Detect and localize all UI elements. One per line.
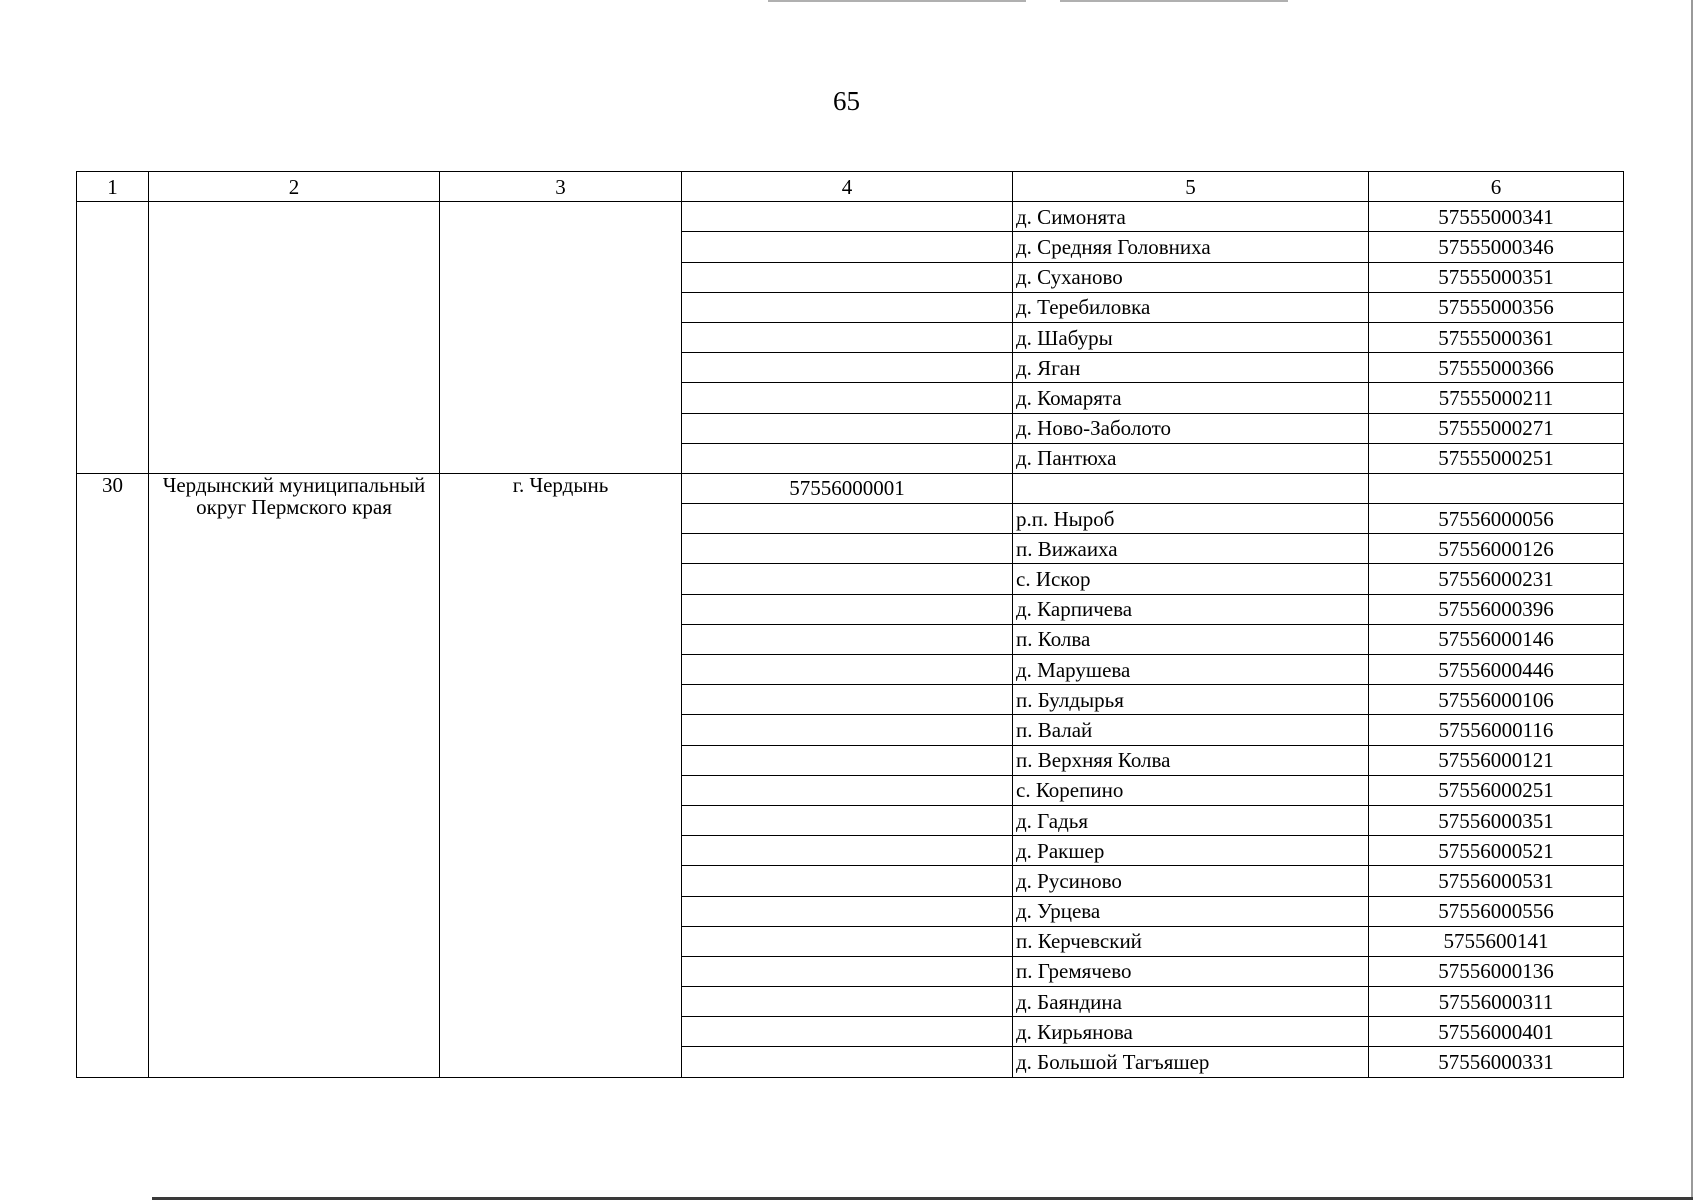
empty-cell [682,866,1013,896]
settlement-code: 57556000446 [1369,655,1624,685]
settlement-code: 57556000106 [1369,685,1624,715]
entry-number: 30 [77,473,149,1077]
settlement-name: д. Кирьянова [1013,1017,1369,1047]
empty-cell [682,202,1013,232]
table-row [77,473,1624,503]
empty-cell [682,564,1013,594]
settlement-name: д. Суханово [1013,262,1369,292]
settlement-name: р.п. Ныроб [1013,504,1369,534]
scan-edge-top [1060,0,1288,2]
settlement-name: д. Средняя Головниха [1013,232,1369,262]
empty-cell [682,262,1013,292]
settlement-name: д. Симонята [1013,202,1369,232]
empty-cell [682,715,1013,745]
empty-cell [682,926,1013,956]
table-body [77,202,1624,1077]
settlement-code: 57556000351 [1369,805,1624,835]
empty-cell [682,655,1013,685]
scan-edge-top [768,0,1026,2]
empty-cell [682,745,1013,775]
settlement-code: 57555000346 [1369,232,1624,262]
settlement-code: 57555000211 [1369,383,1624,413]
settlement-code: 57555000366 [1369,353,1624,383]
empty-cell [149,202,440,474]
table-row [77,202,1624,232]
settlement-name: д. Ракшер [1013,836,1369,866]
settlement-name: д. Баяндина [1013,987,1369,1017]
settlement-name: д. Карпичева [1013,594,1369,624]
empty-cell [682,292,1013,322]
empty-cell [682,896,1013,926]
empty-cell [682,383,1013,413]
settlement-name: д. Гадья [1013,805,1369,835]
empty-cell [682,594,1013,624]
empty-cell [682,987,1013,1017]
settlement-name: п. Верхняя Колва [1013,745,1369,775]
column-header: 3 [440,172,682,202]
empty-cell [682,956,1013,986]
settlement-code: 57556000121 [1369,745,1624,775]
empty-cell [440,202,682,474]
settlement-code: 57556000146 [1369,624,1624,654]
settlement-code: 57556000126 [1369,534,1624,564]
settlement-name: п. Булдырья [1013,685,1369,715]
settlement-name: д. Марушева [1013,655,1369,685]
settlement-name: д. Большой Тагъяшер [1013,1047,1369,1077]
settlement-name: п. Керчевский [1013,926,1369,956]
settlement-code: 57556000521 [1369,836,1624,866]
table-header-row [77,172,1624,202]
column-header: 5 [1013,172,1369,202]
settlement-code: 57556000231 [1369,564,1624,594]
empty-cell [682,624,1013,654]
empty-cell [1013,473,1369,503]
settlement-code: 57556000331 [1369,1047,1624,1077]
column-header: 1 [77,172,149,202]
empty-cell [682,805,1013,835]
settlement-code: 57555000361 [1369,322,1624,352]
empty-cell [682,1017,1013,1047]
empty-cell [682,353,1013,383]
empty-cell [682,322,1013,352]
settlement-name: д. Урцева [1013,896,1369,926]
settlement-name: п. Валай [1013,715,1369,745]
settlement-code: 57556000401 [1369,1017,1624,1047]
settlement-code: 5755600141 [1369,926,1624,956]
empty-cell [682,534,1013,564]
settlement-code: 57556000251 [1369,775,1624,805]
empty-cell [682,413,1013,443]
empty-cell [682,443,1013,473]
settlement-code: 57556000531 [1369,866,1624,896]
settlement-code: 57555000351 [1369,262,1624,292]
empty-cell [682,1047,1013,1077]
settlement-name: п. Гремячево [1013,956,1369,986]
settlement-code: 57556000136 [1369,956,1624,986]
empty-cell [682,232,1013,262]
empty-cell [682,775,1013,805]
administrative-center: г. Чердынь [440,473,682,1077]
settlement-code: 57556000311 [1369,987,1624,1017]
settlement-name: д. Пантюха [1013,443,1369,473]
settlement-code: 57555000356 [1369,292,1624,322]
page-number: 65 [833,86,860,116]
district-name: Чердынский муниципальный округ Пермского края [149,473,440,1077]
settlement-code: 57555000341 [1369,202,1624,232]
empty-cell [1369,473,1624,503]
settlement-code: 57555000271 [1369,413,1624,443]
settlement-code: 57555000251 [1369,443,1624,473]
settlement-code: 57556000116 [1369,715,1624,745]
settlements-table [76,171,1624,1078]
settlement-name: д. Русиново [1013,866,1369,896]
center-code: 57556000001 [682,473,1013,503]
settlement-name: д. Шабуры [1013,322,1369,352]
settlement-name: с. Корепино [1013,775,1369,805]
settlement-name: с. Искор [1013,564,1369,594]
settlement-code: 57556000396 [1369,594,1624,624]
settlement-name: д. Яган [1013,353,1369,383]
empty-cell [682,504,1013,534]
empty-cell [77,202,149,474]
settlement-name: д. Теребиловка [1013,292,1369,322]
settlement-name: п. Вижаиха [1013,534,1369,564]
empty-cell [682,685,1013,715]
settlement-code: 57556000056 [1369,504,1624,534]
settlement-name: п. Колва [1013,624,1369,654]
column-header: 2 [149,172,440,202]
empty-cell [682,836,1013,866]
settlement-name: д. Комарята [1013,383,1369,413]
column-header: 6 [1369,172,1624,202]
settlement-code: 57556000556 [1369,896,1624,926]
column-header: 4 [682,172,1013,202]
settlement-name: д. Ново-Заболото [1013,413,1369,443]
